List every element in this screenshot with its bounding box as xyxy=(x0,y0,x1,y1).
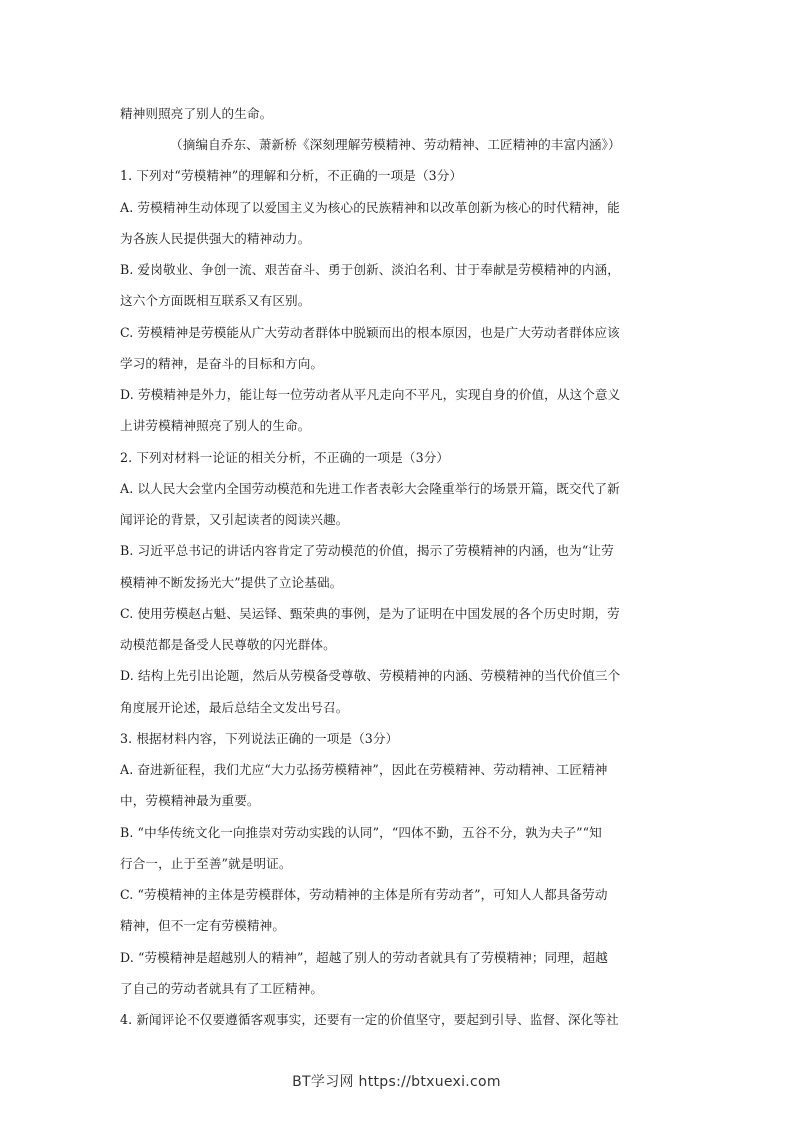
source-note: （摘编自乔东、萧新桥《深刻理解劳模精神、劳动精神、工匠精神的丰富内涵》） xyxy=(170,137,621,152)
question-2-option-c: C. 使用劳模赵占魁、吴运铎、甄荣典的事例，是为了证明在中国发展的各个历史时期，劳 xyxy=(120,606,620,621)
question-1-option-c: C. 劳模精神是劳模能从广大劳动者群体中脱颖而出的根本原因，也是广大劳动者群体应该 xyxy=(120,325,620,340)
question-2-option-a: A. 以人民大会堂内全国劳动模范和先进工作者表彰大会隆重举行的场景开篇，既交代了新 xyxy=(120,481,620,496)
question-3-option-c: C. “劳模精神的主体是劳模群体，劳动精神的主体是所有劳动者”，可知人人都具备劳动 xyxy=(120,887,608,902)
question-2-stem: 2. 下列对材料一论证的相关分析，不正确的一项是（3分） xyxy=(120,450,450,465)
question-3-option-a-cont: 中，劳模精神最为重要。 xyxy=(120,793,260,808)
question-3-option-d-cont: 了自己的劳动者就具有了工匠精神。 xyxy=(120,981,324,996)
question-2-option-c-cont: 动模范都是备受人民尊敬的闪光群体。 xyxy=(120,637,336,652)
question-1-option-a: A. 劳模精神生动体现了以爱国主义为核心的民族精神和以改革创新为核心的时代精神，能 xyxy=(120,200,620,215)
question-1-option-b-cont: 这六个方面既相互联系又有区别。 xyxy=(120,293,311,308)
question-1-option-d: D. 劳模精神是外力，能让每一位劳动者从平凡走向不平凡，实现自身的价值，从这个意义 xyxy=(120,387,621,402)
question-1-option-c-cont: 学习的精神，是奋斗的目标和方向。 xyxy=(120,356,324,371)
question-1-option-d-cont: 上讲劳模精神照亮了别人的生命。 xyxy=(120,418,311,433)
question-2-option-d-cont: 角度展开论述，最后总结全文发出号召。 xyxy=(120,700,349,715)
question-3-stem: 3. 根据材料内容，下列说法正确的一项是（3分） xyxy=(120,731,399,746)
question-3-option-b: B. “中华传统文化一向推崇对劳动实践的认同”，“四体不勤，五谷不分，孰为夫子”“知 xyxy=(120,825,602,840)
question-1-stem: 1. 下列对“劳模精神”的理解和分析，不正确的一项是（3分） xyxy=(120,168,463,183)
question-2-option-b-cont: 模精神不断发扬光大”提供了立论基础。 xyxy=(120,575,343,590)
question-3-option-b-cont: 行合一，止于至善”就是明证。 xyxy=(120,856,292,871)
question-2-option-a-cont: 闻评论的背景，又引起读者的阅读兴趣。 xyxy=(120,512,349,527)
footer-watermark: BT学习网 https://btxuexi.com xyxy=(292,1074,501,1090)
question-3-option-a: A. 奋进新征程，我们尤应“大力弘扬劳模精神”，因此在劳模精神、劳动精神、工匠精神 xyxy=(120,762,608,777)
question-3-option-c-cont: 精神，但不一定有劳模精神。 xyxy=(120,918,286,933)
question-3-option-d: D. “劳模精神是超越别人的精神”，超越了别人的劳动者就具有了劳模精神；同理，超越 xyxy=(120,950,609,965)
question-1-option-a-cont: 为各族人民提供强大的精神动力。 xyxy=(120,231,311,246)
question-2-option-b: B. 习近平总书记的讲话内容肯定了劳动模范的价值，揭示了劳模精神的内涵，也为“让劳 xyxy=(120,543,614,558)
question-1-option-b: B. 爱岗敬业、争创一流、艰苦奋斗、勇于创新、淡泊名利、甘于奉献是劳模精神的内涵， xyxy=(120,262,620,277)
intro-line: 精神则照亮了别人的生命。 xyxy=(120,106,273,121)
question-4-stem: 4. 新闻评论不仅要遵循客观事实，还要有一定的价值坚守，要起到引导、监督、深化等社 xyxy=(120,1012,619,1027)
question-2-option-d: D. 结构上先引出论题，然后从劳模备受尊敬、劳模精神的内涵、劳模精神的当代价值三个 xyxy=(120,668,621,683)
